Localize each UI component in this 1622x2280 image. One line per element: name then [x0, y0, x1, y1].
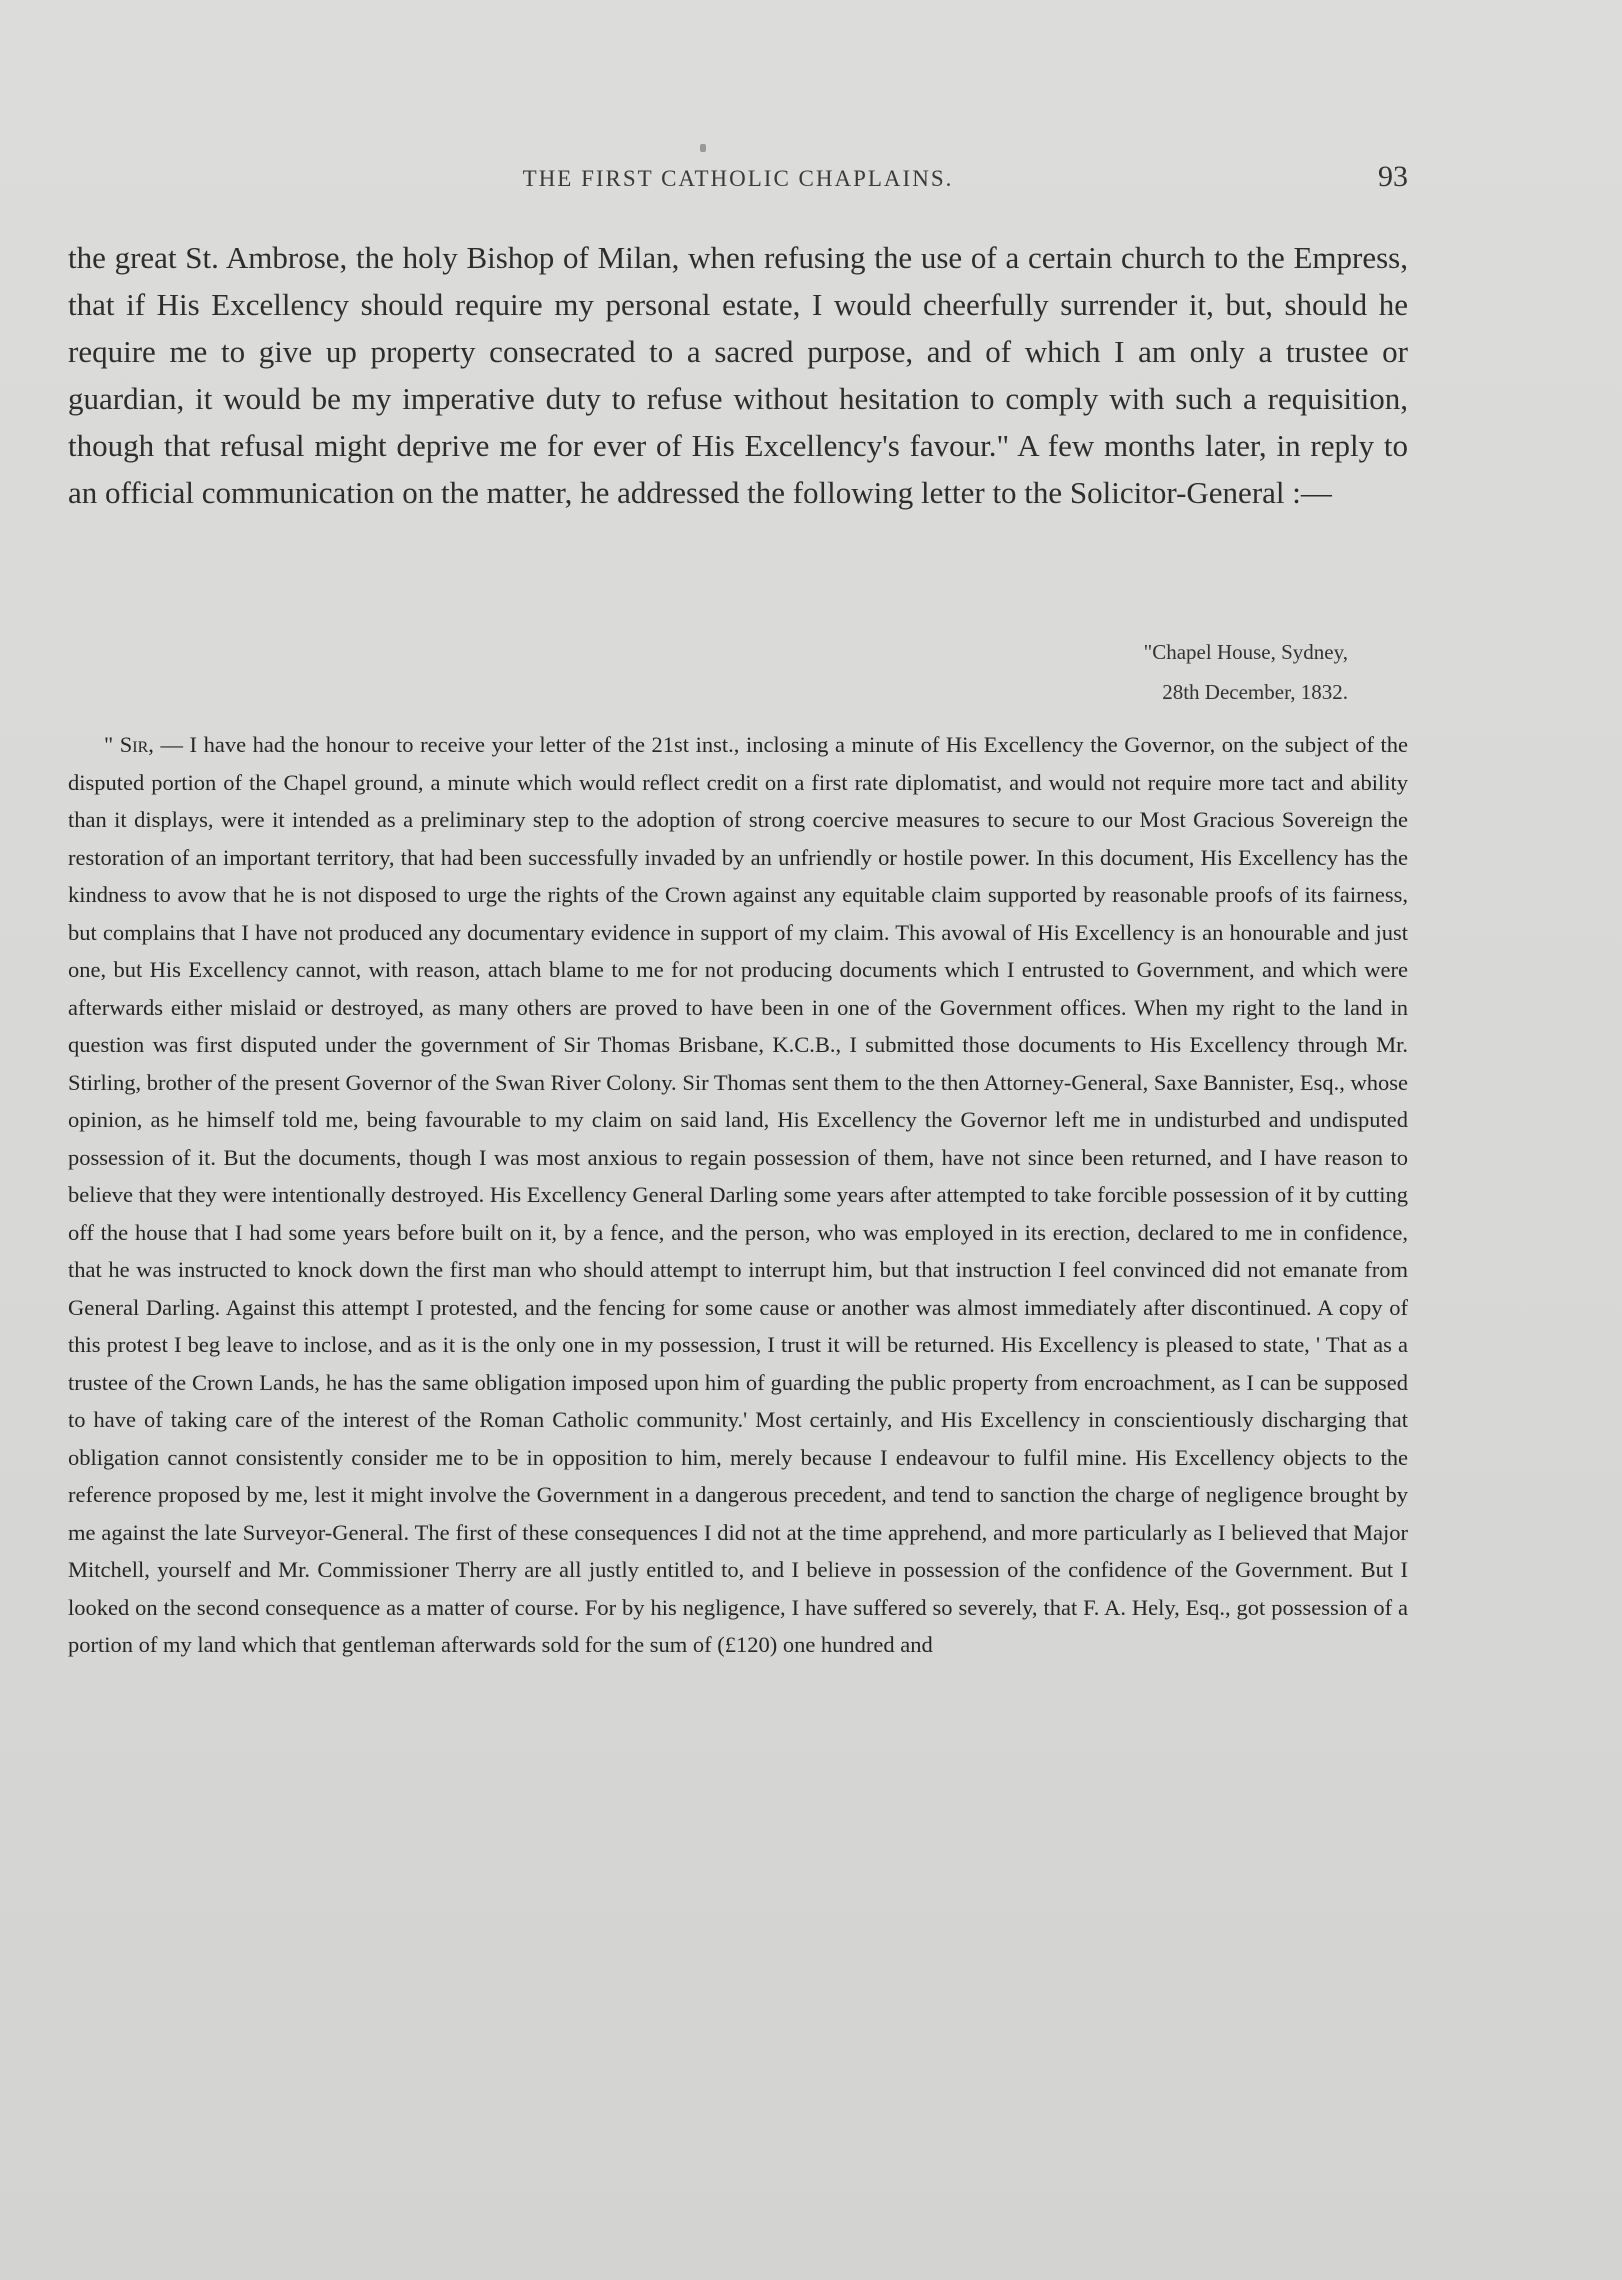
- ink-speck: [700, 144, 706, 152]
- letter-date-line: 28th December, 1832.: [1162, 680, 1348, 704]
- running-head: [68, 160, 1408, 200]
- letter-body: [68, 726, 1408, 1664]
- running-title: THE FIRST CATHOLIC CHAPLAINS.: [522, 166, 954, 191]
- letter-salutation: " Sir, —: [104, 732, 183, 757]
- letter-text: I have had the honour to receive your letter of the 21st inst., inclosing a minute of His Excellency the Governor, on the subject of the disputed portion of the Chapel ground, a minute which would reflect credit on a first rate diplomatist, and would not require more tact and ability than it displays, were it intended as a preliminary step to the adoption of strong coercive measures to secure to our Most Gracious Sovereign the restoration of an important territory, that had been successfully invaded by an unfriendly or hostile power. In this document, His Excellency has the kindness to avow that he is not disposed to urge the rights of the Crown against any equitable claim supported by reasonable proofs of its fairness, but complains that I have not produced any documentary evidence in support of my claim. This avowal of His Excellency is an honourable and just one, but His Excellency cannot, with reason, attach blame to me for not producing documents which I entrusted to Government, and which were afterwards either mislaid or destroyed, as many others are proved to have been in one of the Government offices. When my right to the land in question was first disputed under the government of Sir Thomas Brisbane, K.C.B., I submitted those documents to His Excellency through Mr. Stirling, brother of the present Governor of the Swan River Colony. Sir Thomas sent them to the then Attorney-General, Saxe Bannister, Esq., whose opinion, as he himself told me, being favourable to my claim on said land, His Excellency the Governor left me in undisturbed and undisputed possession of it. But the documents, though I was most anxious to regain possession of them, have not since been returned, and I have reason to believe that they were intentionally destroyed. His Excellency General Darling some years after attempted to take forcible possession of it by cutting off the house that I had some years before built on it, by a fence, and the person, who was employed in its erection, declared to me in confidence, that he was instructed to knock down the first man who should attempt to interrupt him, but that instruction I feel convinced did not emanate from General Darling. Against this attempt I protested, and the fencing for some cause or another was almost immediately after discontinued. A copy of this protest I beg leave to inclose, and as it is the only one in my possession, I trust it will be returned. His Excellency is pleased to state, ' That as a trustee of the Crown Lands, he has the same obligation imposed upon him of guarding the public property from encroachment, as I can be supposed to have of taking care of the interest of the Roman Catholic community.' Most certainly, and His Excellency in conscientiously discharging that obligation cannot consistently consider me to be in opposition to him, merely because I endeavour to fulfil mine. His Excellency objects to the reference proposed by me, lest it might involve the Government in a dangerous precedent, and tend to sanction the charge of negligence brought by me against the late Surveyor-General. The first of these consequences I did not at the time apprehend, and more particularly as I believed that Major Mitchell, yourself and Mr. Commissioner Therry are all justly entitled to, and I believe in possession of the confidence of the Government. But I looked on the second consequence as a matter of course. For by his negligence, I have suffered so severely, that F. A. Hely, Esq., got possession of a portion of my land which that gentleman afterwards sold for the sum of (£120) one hundred and: [68, 732, 1409, 1657]
- letter-address-line: "Chapel House, Sydney,: [1143, 640, 1348, 664]
- page-number: 93: [1378, 160, 1408, 193]
- body-paragraph: the great St. Ambrose, the holy Bishop of Milan, when refusing the use of a certain church to the Empress, that if His Excellency should require my personal estate, I would cheerfully surrender it, but, should he require me to give up property consecrated to a sacred purpose, and of which I am only a trustee or guardian, it would be my imperative duty to refuse without hesitation to comply with such a requisition, though that refusal might deprive me for ever of His Excellency's favour." A few months later, in reply to an official communication on the matter, he addressed the following letter to the Solicitor-General :—: [68, 240, 1408, 510]
